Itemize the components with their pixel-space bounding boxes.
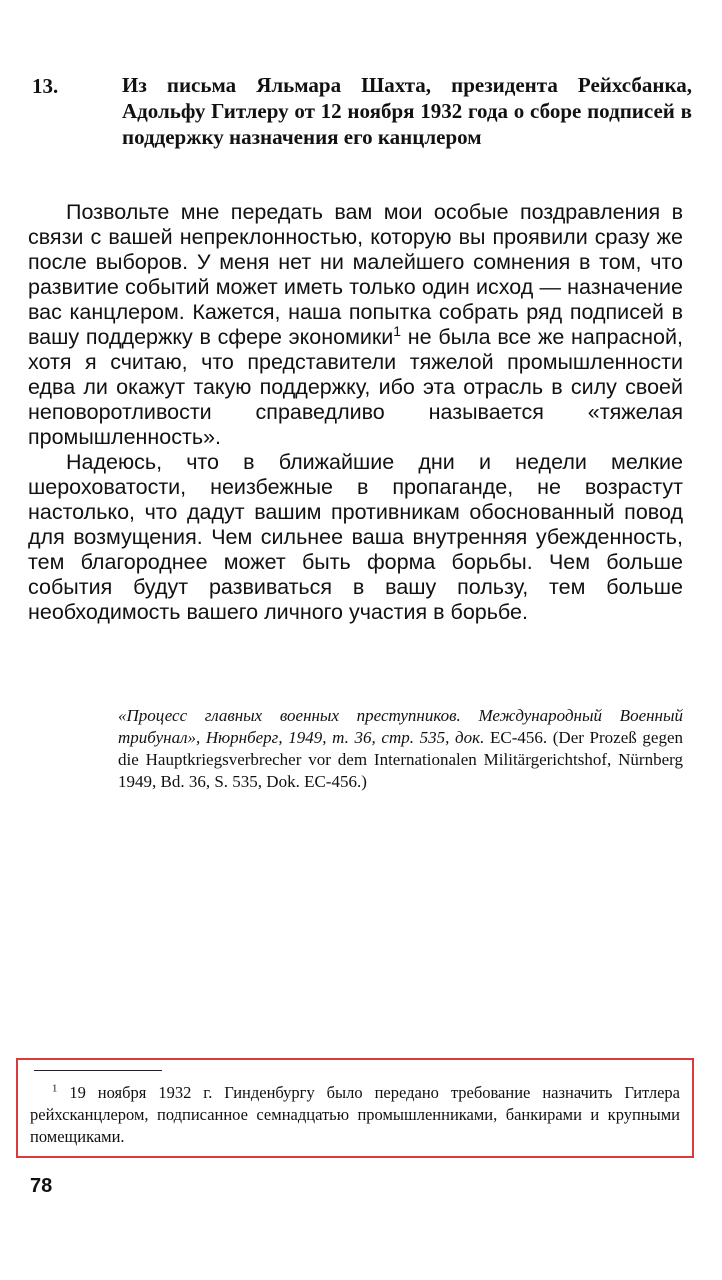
body-paragraph-1 xyxy=(28,200,683,450)
footnote-highlight-box xyxy=(16,1058,694,1158)
footnote-divider xyxy=(34,1070,162,1071)
footnote xyxy=(30,1082,680,1148)
footnote-marker: 1 xyxy=(52,1082,58,1095)
body-paragraph-2: Надеюсь, что в ближайшие дни и недели мелкие шероховатости, неизбежные в пропаганде, не возрастут настолько, что дадут вашим противникам обоснованный повод для возмущения. Чем сильнее ваша внутренняя убежденность, тем благороднее может быть форма борьбы. Чем больше события будут развиваться в вашу пользу, тем больше необходимость вашего личного участия в борьбе. xyxy=(28,450,683,624)
source-citation xyxy=(118,705,683,793)
source-citation-german: ЕС-456. (Der Prozeß gegen die Hauptkriegsverbrecher vor dem Internationalen Militärgerichtshof, Nürnberg 1949, Bd. 36, S. 535, Dok. EC-456.) xyxy=(118,728,684,791)
letter-body xyxy=(28,200,683,625)
document-number: 13. xyxy=(32,74,59,98)
document-title: Из письма Яльмара Шахта, президента Рейхсбанка, Адольфу Гитлеру от 12 ноября 1932 года о сборе подписей в поддержку назначения его канцлером xyxy=(122,73,692,149)
footnote-text: 19 ноября 1932 г. Гинденбургу было передано требование назначить Гитлера рейхсканцлером, подписанное семнадцатью промышленниками, банкирами и крупными помещиками. xyxy=(30,1083,680,1146)
paragraph-1-text-start: Позвольте мне передать вам мои особые поздравления в связи с вашей непреклонностью, которую вы проявили сразу же после выборов. У меня нет ни малейшего сомнения в том, что развитие событий может иметь только один исход — назначение вас канцлером. Кажется, наша попытка собрать ряд подписей в вашу поддержку в сфере экономики xyxy=(28,200,683,349)
paragraph-1-text-end: не была все же напрасной, хотя я считаю, что представители тяжелой промышленности едва ли окажут такую поддержку, ибо эта отрасль в силу своей неповоротливости справедливо называется «тяжелая промышленность». xyxy=(28,325,683,449)
source-citation-russian: «Процесс главных военных преступников. Международный Военный трибунал», Нюрнберг, 1949, т. 36, стр. 535, док. xyxy=(118,706,683,747)
page-number: 78 xyxy=(30,1175,53,1197)
footnote-reference[interactable]: 1 xyxy=(393,322,402,339)
